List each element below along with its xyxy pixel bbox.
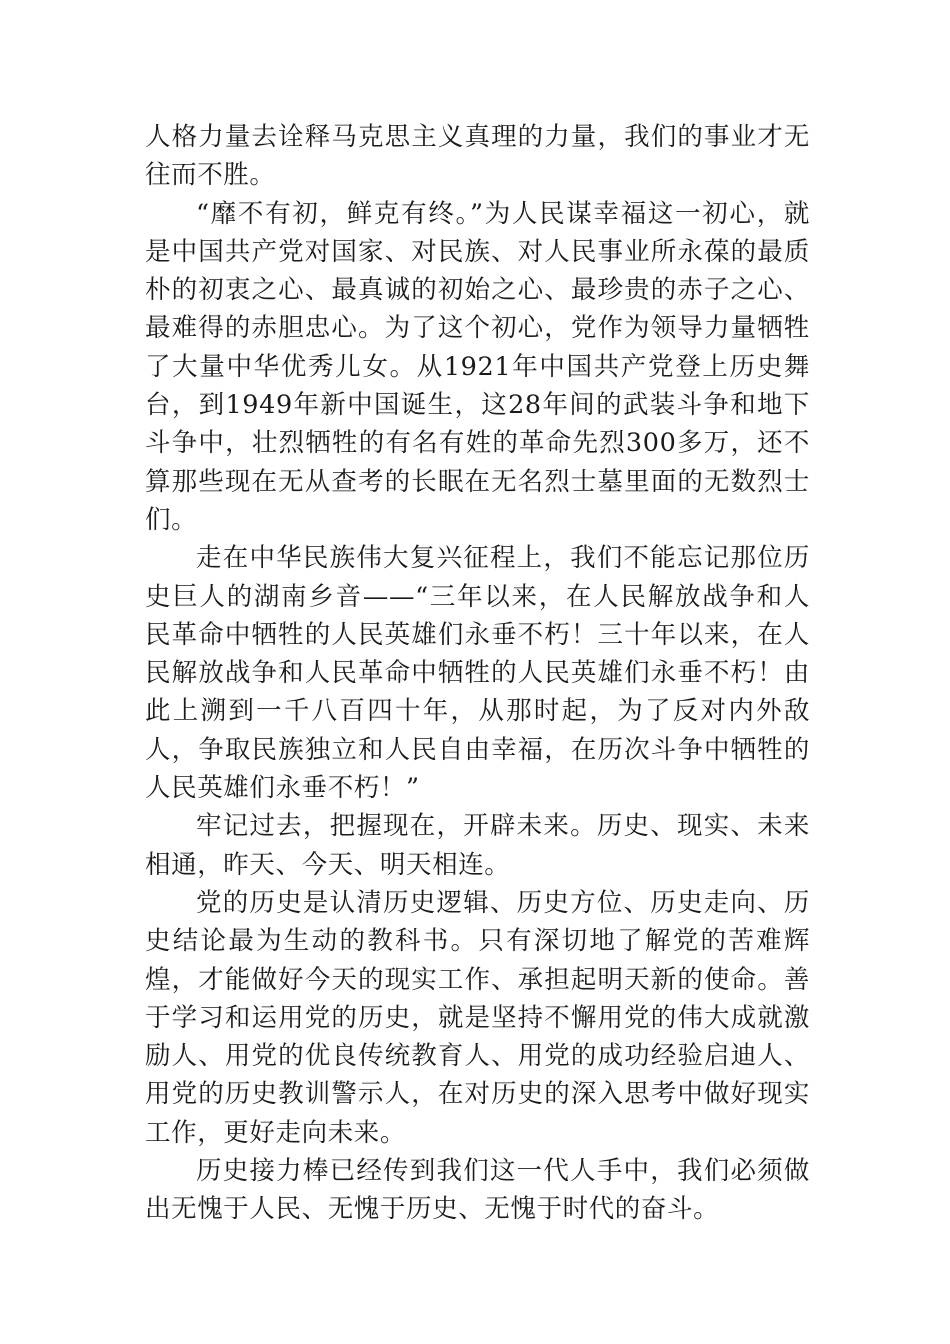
paragraph-continuation: 人格力量去诠释马克思主义真理的力量，我们的事业才无往而不胜。 bbox=[145, 122, 810, 191]
document-body bbox=[145, 118, 810, 1229]
paragraph-party-history: 党的历史是认清历史逻辑、历史方位、历史走向、历史结论最为生动的教科书。只有深切地了解党的苦难辉煌，才能做好今天的现实工作、承担起明天新的使命。善于学习和运用党的历史，就是坚持不懈用党的伟大成就激励人、用党的优良传统教育人、用党的成功经验启迪人、用党的历史教训警示人，在对历史的深入思考中做好现实工作，更好走向未来。 bbox=[145, 887, 810, 1148]
paragraph-relay-baton: 历史接力棒已经传到我们这一代人手中，我们必须做出无愧于人民、无愧于历史、无愧于时代的奋斗。 bbox=[145, 1156, 810, 1225]
paragraph-heroes-quote: 走在中华民族伟大复兴征程上，我们不能忘记那位历史巨人的湖南乡音——“三年以来，在人民解放战争和人民革命中牺牲的人民英雄们永垂不朽！三十年以来，在人民解放战争和人民革命中牺牲的人民英雄们永垂不朽！由此上溯到一千八百四十年，从那时起，为了反对内外敌人，争取民族独立和人民自由幸福，在历次斗争中牺牲的人民英雄们永垂不朽！” bbox=[145, 543, 810, 804]
paragraph-initial-mission: “靡不有初，鲜克有终。”为人民谋幸福这一初心，就是中国共产党对国家、对民族、对人民事业所永葆的最质朴的初衷之心、最真诚的初始之心、最珍贵的赤子之心、最难得的赤胆忠心。为了这个初心，党作为领导力量牺牲了大量中华优秀儿女。从1921年中国共产党登上历史舞台，到1949年新中国诞生，这28年间的武装斗争和地下斗争中，壮烈牺牲的有名有姓的革命先烈300多万，还不算那些现在无从查考的长眠在无名烈士墓里面的无数烈士们。 bbox=[145, 198, 810, 535]
paragraph-past-present-future: 牢记过去，把握现在，开辟未来。历史、现实、未来相通，昨天、今天、明天相连。 bbox=[145, 811, 810, 880]
